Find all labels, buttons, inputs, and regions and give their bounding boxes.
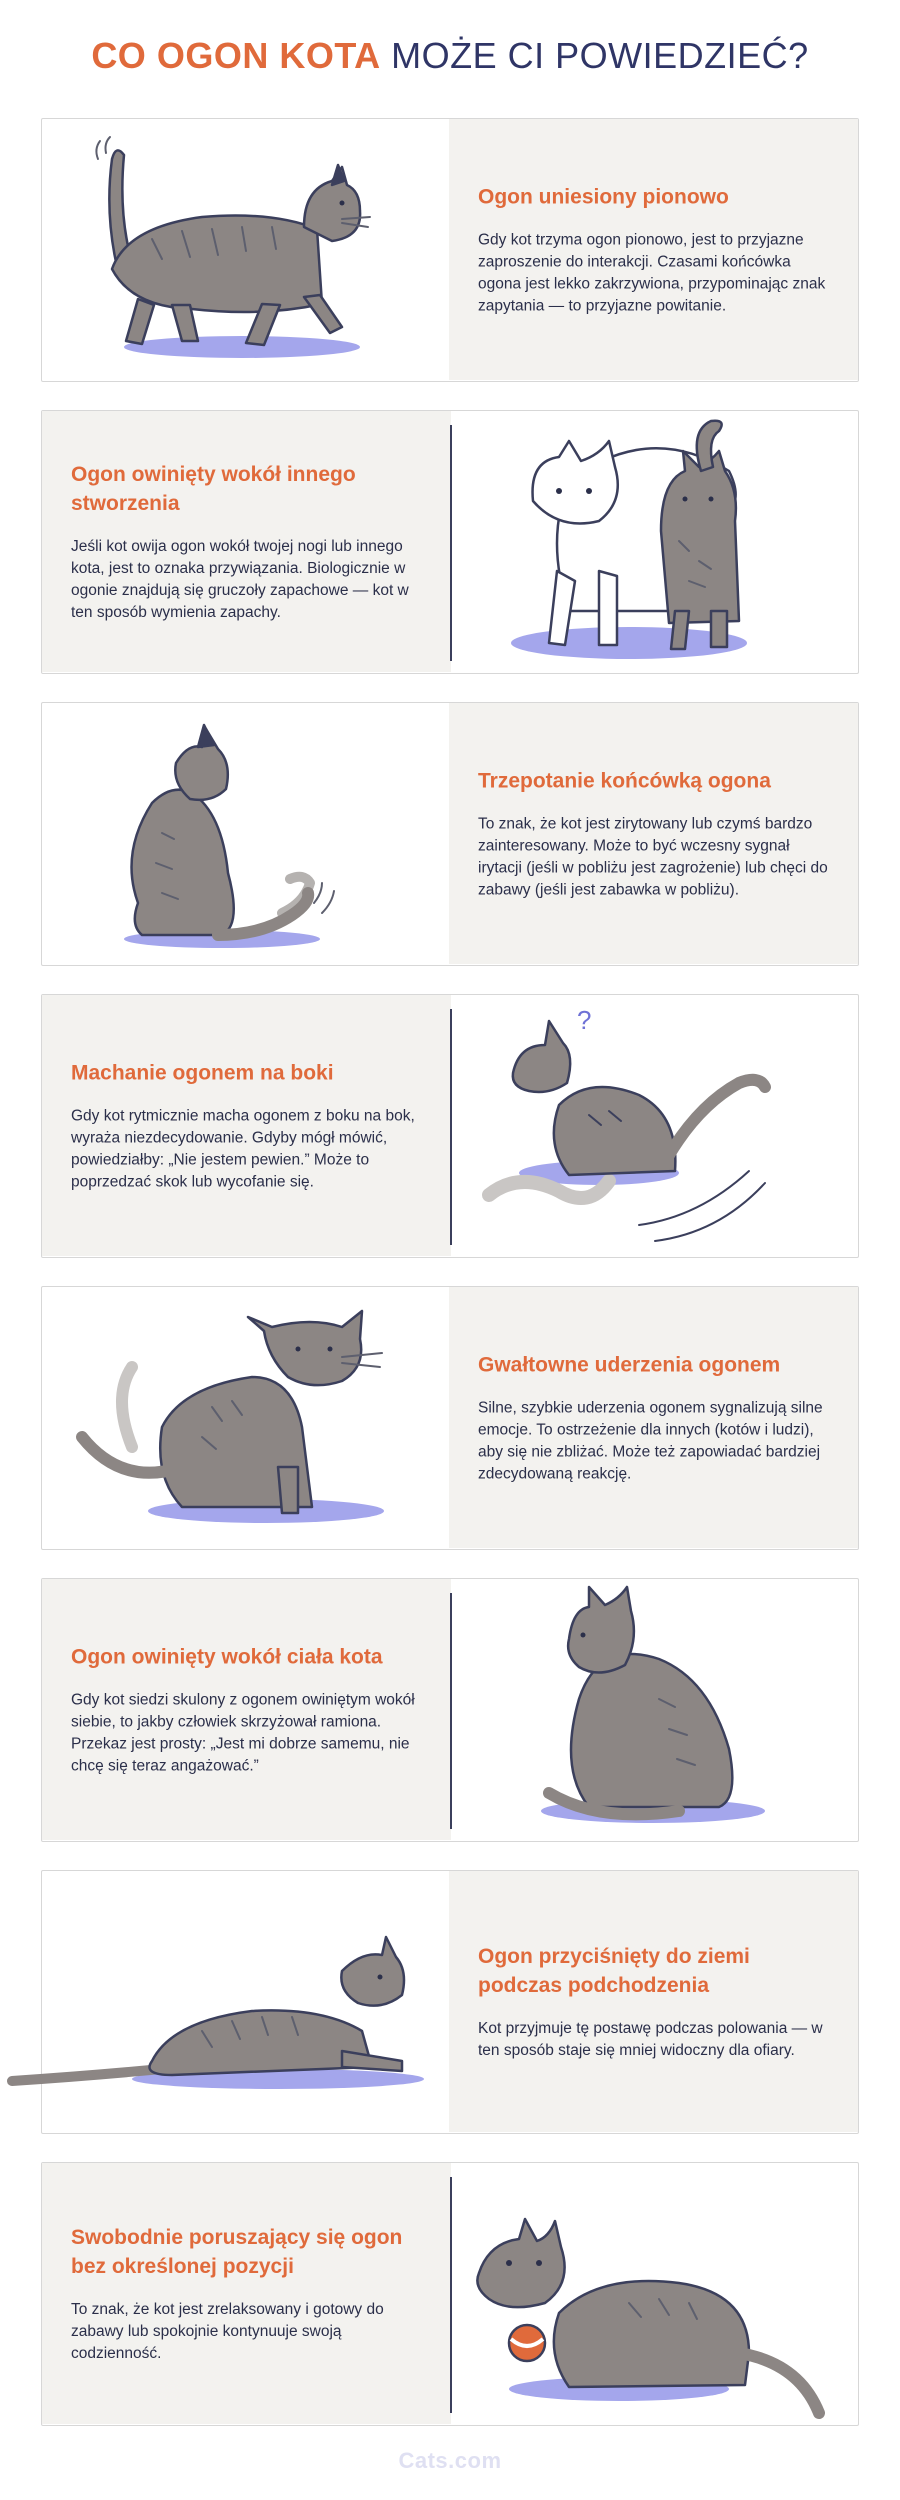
section-body: Silne, szybkie uderzenia ogonem sygnalizują silne emocje. To ostrzeżenie dla innych (kotów i ludzi), aby się nie zbliżać. Może też zapowiadać bardziej zdecydowaną reakcję. [478,1399,823,1482]
cat-curled-icon [449,1579,858,1840]
page-title [0,34,900,78]
section-card-3 [41,702,859,966]
text-panel [42,411,451,672]
section-heading: Machanie ogonem na boki [71,1061,334,1084]
title-accent: CO OGON KOTA [91,35,381,76]
text-panel [42,2163,451,2424]
section-body: Gdy kot rytmicznie macha ogonem z boku na bok, wyraża niezdecydowanie. Gdyby mógł mówić, powiedziałby: „Nie jestem pewien.” Może to poprzedzać skok lub wycofanie się. [71,1107,415,1190]
section-body: Jeśli kot owija ogon wokół twojej nogi lub innego kota, jest to oznaka przywiązania. Biologicznie w ogonie znajdują się gruczoły zapachowe — kot w ten sposób wymienia zapachy. [71,537,409,621]
section-card-1 [41,118,859,382]
cat-question-icon [449,995,858,1256]
section-card-2 [41,410,859,674]
text-panel [449,703,858,964]
section-heading: Trzepotanie końcówką ogona [478,769,771,792]
section-heading: Ogon owinięty wokół ciała kota [71,1645,383,1668]
section-heading: Ogon owinięty wokół innego stworzenia [71,462,356,515]
text-panel [449,119,858,380]
title-rest: MOŻE CI POWIEDZIEĆ? [391,35,809,76]
two-cats-icon [449,411,858,672]
footer-logo[interactable]: Cats.com [398,2448,502,2473]
cat-with-ball-icon [449,2163,858,2424]
section-card-8 [41,2162,859,2426]
section-heading: Ogon przyciśnięty do ziemi podczas podchodzenia [478,1944,750,1997]
question-mark: ? [577,1005,592,1035]
section-body: To znak, że kot jest zrelaksowany i gotowy do zabawy lub spokojnie kontynuuje swoją codzienność. [71,2300,384,2362]
text-panel [42,995,451,1256]
section-card-6 [41,1578,859,1842]
section-body: Kot przyjmuje tę postawę podczas polowania — w ten sposób staje się mniej widoczny dla ofiary. [478,2019,823,2059]
cat-tail-up-icon [42,119,451,380]
text-panel [449,1287,858,1548]
cat-sitting-back-icon [42,703,451,964]
angry-cat-icon [42,1287,451,1548]
section-heading: Gwałtowne uderzenia ogonem [478,1353,781,1376]
section-body: Gdy kot siedzi skulony z ogonem owiniętym wokół siebie, to jakby człowiek skrzyżował ramiona. Przekaz jest prosty: „Jest mi dobrze samemu, nie chcę się teraz angażować.” [71,1691,415,1774]
section-body: To znak, że kot jest zirytowany lub czymś bardzo zainteresowany. Może to być wczesny sygnał irytacji (jeśli w pobliżu jest zagrożenie) lub chęci do zabawy (jeśli jest zabawka w pobliżu). [478,815,828,898]
ball-icon [509,2325,545,2361]
section-heading: Swobodnie poruszający się ogon bez określonej pozycji [71,2225,403,2278]
section-body: Gdy kot trzyma ogon pionowo, jest to przyjazne zaproszenie do interakcji. Czasami końcówka ogona jest lekko zakrzywiona, przypominając znak zapytania — to przyjazne powitanie. [478,231,826,314]
section-card-4 [41,994,859,1258]
section-heading: Ogon uniesiony pionowo [478,185,729,208]
section-card-5 [41,1286,859,1550]
text-panel [449,1871,858,2132]
text-panel [42,1579,451,1840]
section-card-7 [41,1870,859,2134]
cat-crouching-icon [42,1871,451,2132]
